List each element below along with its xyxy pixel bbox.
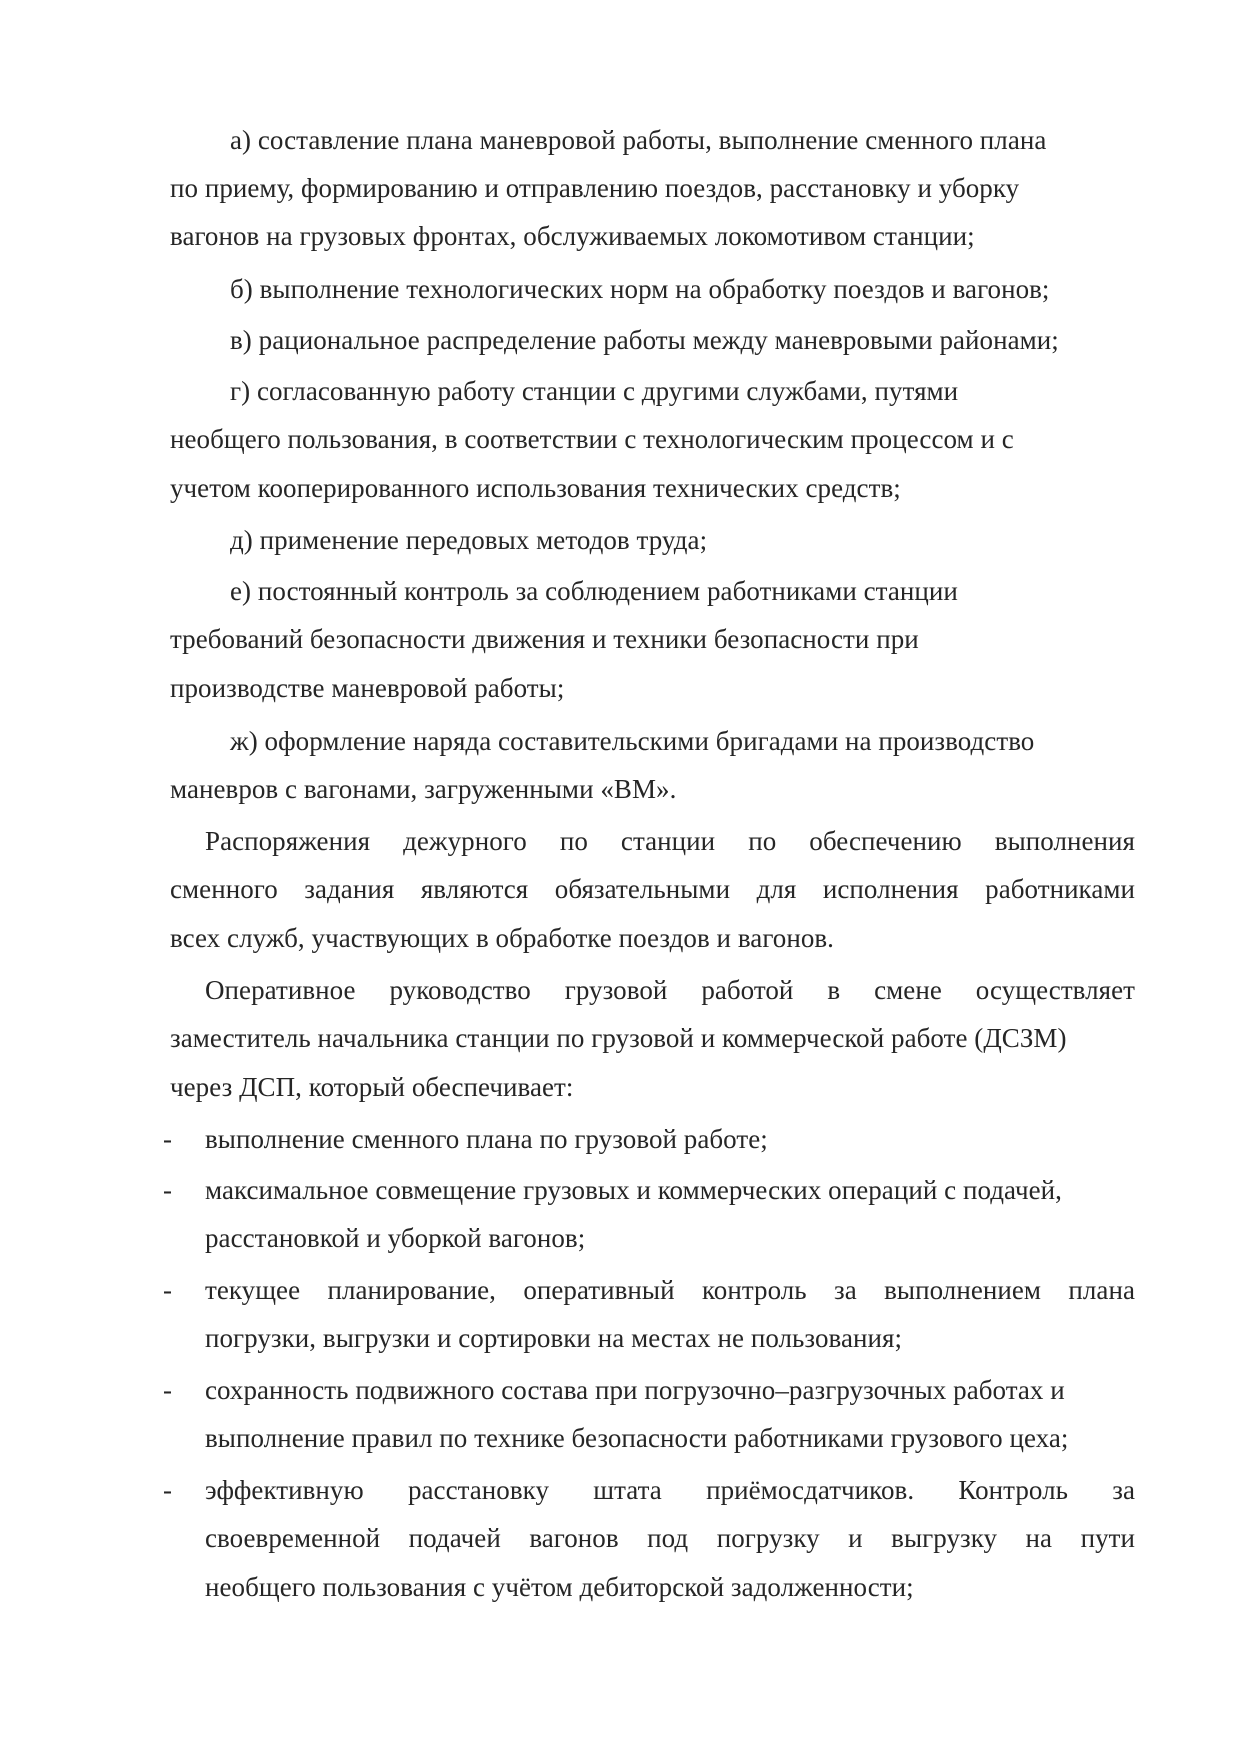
bullet-4-line-1: сохранность подвижного состава при погрузочно–разгрузочных работах и	[205, 1375, 1065, 1405]
item-zh-line-1: ж) оформление наряда составительскими бригадами на производство	[230, 726, 1035, 756]
cargo-paragraph-line-1: Оперативное руководство грузовой работой в смене осуществляет	[205, 975, 1135, 1005]
bullet-2-line-1: максимальное совмещение грузовых и коммерческих операций с подачей,	[205, 1175, 1062, 1205]
bullet-marker: -	[163, 1275, 172, 1305]
item-a-line-2: по приему, формированию и отправлению поездов, расстановку и уборку	[170, 173, 1020, 203]
bullet-1-line-1: выполнение сменного плана по грузовой работе;	[205, 1124, 768, 1154]
bullet-5-line-3: необщего пользования с учётом дебиторской задолженности;	[205, 1572, 914, 1602]
bullet-3-line-1: текущее планирование, оперативный контроль за выполнением плана	[205, 1275, 1135, 1305]
item-a-line-3: вагонов на грузовых фронтах, обслуживаемых локомотивом станции;	[170, 221, 975, 251]
cargo-paragraph-line-2: заместитель начальника станции по грузовой и коммерческой работе (ДСЗМ)	[170, 1023, 1067, 1053]
cargo-paragraph-line-3: через ДСП, который обеспечивает:	[170, 1072, 574, 1102]
item-d-line-1: д) применение передовых методов труда;	[230, 525, 708, 555]
bullet-marker: -	[163, 1475, 172, 1505]
item-b-line-1: б) выполнение технологических норм на обработку поездов и вагонов;	[230, 274, 1050, 304]
item-a-line-1: а) составление плана маневровой работы, выполнение сменного плана	[230, 125, 1047, 155]
item-g-line-2: необщего пользования, в соответствии с технологическим процессом и с	[170, 424, 1014, 454]
bullet-marker: -	[163, 1375, 172, 1405]
item-zh-line-2: маневров с вагонами, загруженными «ВМ».	[170, 774, 677, 804]
orders-paragraph-line-1: Распоряжения дежурного по станции по обеспечению выполнения	[205, 826, 1135, 856]
bullet-4-line-2: выполнение правил по технике безопасности работниками грузового цеха;	[205, 1423, 1069, 1453]
bullet-3-line-2: погрузки, выгрузки и сортировки на местах не пользования;	[205, 1323, 903, 1353]
item-g-line-3: учетом кооперированного использования технических средств;	[170, 473, 901, 503]
orders-paragraph-line-2: сменного задания являются обязательными для исполнения работниками	[170, 874, 1135, 904]
bullet-5-line-2: своевременной подачей вагонов под погрузку и выгрузку на пути	[205, 1523, 1135, 1553]
item-e-line-1: е) постоянный контроль за соблюдением работниками станции	[230, 576, 958, 606]
bullet-5-line-1: эффективную расстановку штата приёмосдатчиков. Контроль за	[205, 1475, 1135, 1505]
item-g-line-1: г) согласованную работу станции с другими службами, путями	[230, 376, 959, 406]
bullet-marker: -	[163, 1124, 172, 1154]
item-e-line-3: производстве маневровой работы;	[170, 673, 565, 703]
bullet-marker: -	[163, 1175, 172, 1205]
item-e-line-2: требований безопасности движения и техники безопасности при	[170, 624, 919, 654]
bullet-2-line-2: расстановкой и уборкой вагонов;	[205, 1223, 586, 1253]
orders-paragraph-line-3: всех служб, участвующих в обработке поездов и вагонов.	[170, 923, 834, 953]
item-v-line-1: в) рациональное распределение работы между маневровыми районами;	[230, 325, 1059, 355]
